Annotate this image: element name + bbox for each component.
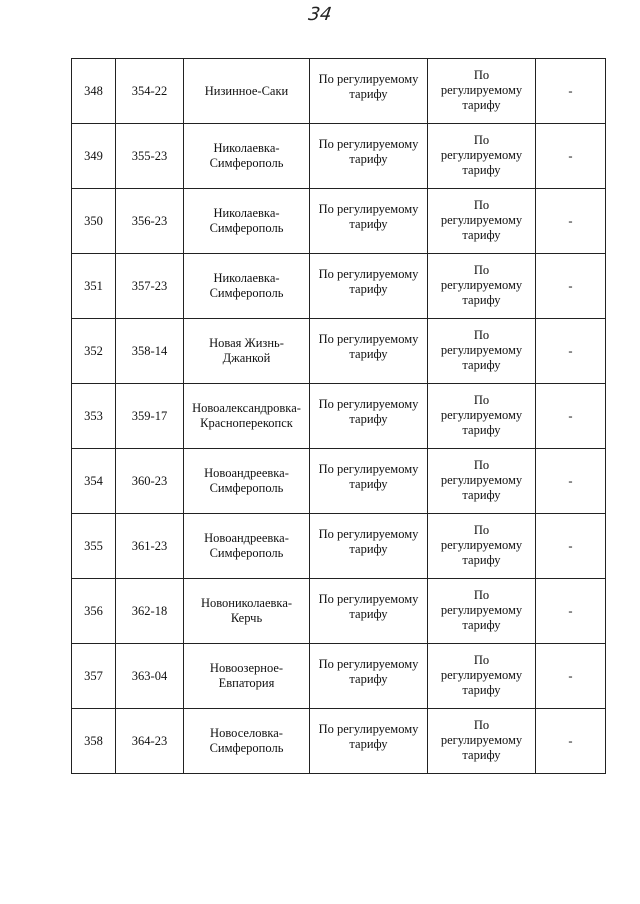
route-name-cell-text: Николаевка- Симферополь (209, 206, 284, 235)
route-name-cell-text: Новоозерное- Евпатория (209, 661, 284, 690)
tariff-type-cell (310, 254, 428, 319)
table-row (72, 449, 606, 514)
route-code-cell (116, 449, 184, 514)
row-number-cell-text: 358 (84, 733, 103, 748)
tariff-type-cell-text: По регулируемому тарифу (318, 592, 419, 621)
row-number-cell (72, 514, 116, 579)
note-cell-text: - (568, 473, 573, 488)
route-code-cell-text: 354-22 (131, 83, 168, 98)
row-number-cell (72, 384, 116, 449)
note-cell (536, 189, 606, 254)
route-code-cell (116, 384, 184, 449)
tariff-mode-cell (428, 449, 536, 514)
table-row (72, 254, 606, 319)
tariff-mode-cell-text: По регулируемому тарифу (440, 197, 523, 242)
tariff-type-cell (310, 189, 428, 254)
tariff-mode-cell (428, 254, 536, 319)
tariff-mode-cell (428, 644, 536, 709)
note-cell-text: - (568, 538, 573, 553)
route-code-cell (116, 644, 184, 709)
table-row (72, 579, 606, 644)
route-code-cell (116, 124, 184, 189)
tariff-type-cell (310, 449, 428, 514)
route-code-cell (116, 514, 184, 579)
row-number-cell-text: 355 (84, 538, 103, 553)
route-code-cell (116, 709, 184, 774)
row-number-cell-text: 353 (84, 408, 103, 423)
row-number-cell-text: 351 (84, 278, 103, 293)
route-code-cell-text: 359-17 (131, 408, 168, 423)
tariff-type-cell-text: По регулируемому тарифу (318, 657, 419, 686)
route-name-cell-text: Новоселовка- Симферополь (209, 726, 284, 755)
route-code-cell (116, 319, 184, 384)
route-name-cell-text: Новая Жизнь- Джанкой (209, 336, 284, 365)
route-code-cell (116, 189, 184, 254)
table-row (72, 319, 606, 384)
page-number: 34 (307, 4, 333, 25)
tariff-mode-cell-text: По регулируемому тарифу (440, 652, 523, 697)
route-name-cell-text: Николаевка- Симферополь (209, 271, 284, 300)
note-cell-text: - (568, 733, 573, 748)
row-number-cell-text: 356 (84, 603, 103, 618)
table-row (72, 384, 606, 449)
note-cell (536, 384, 606, 449)
note-cell-text: - (568, 83, 573, 98)
route-name-cell (184, 124, 310, 189)
route-name-cell (184, 189, 310, 254)
tariff-mode-cell (428, 514, 536, 579)
tariff-type-cell-text: По регулируемому тарифу (318, 72, 419, 101)
route-name-cell (184, 709, 310, 774)
row-number-cell-text: 348 (84, 83, 103, 98)
route-name-cell (184, 59, 310, 124)
route-name-cell (184, 254, 310, 319)
route-name-cell-text: Низинное-Саки (204, 83, 289, 98)
tariff-mode-cell (428, 579, 536, 644)
note-cell-text: - (568, 603, 573, 618)
tariff-mode-cell-text: По регулируемому тарифу (440, 327, 523, 372)
tariff-type-cell-text: По регулируемому тарифу (318, 267, 419, 296)
note-cell-text: - (568, 148, 573, 163)
route-name-cell-text: Николаевка- Симферополь (209, 141, 284, 170)
tariff-type-cell-text: По регулируемому тарифу (318, 137, 419, 166)
note-cell (536, 579, 606, 644)
route-code-cell (116, 579, 184, 644)
tariff-type-cell (310, 384, 428, 449)
note-cell (536, 449, 606, 514)
route-code-cell (116, 254, 184, 319)
tariff-type-cell-text: По регулируемому тарифу (318, 722, 419, 751)
tariff-type-cell-text: По регулируемому тарифу (318, 202, 419, 231)
route-code-cell-text: 363-04 (131, 668, 168, 683)
note-cell-text: - (568, 343, 573, 358)
row-number-cell-text: 357 (84, 668, 103, 683)
row-number-cell (72, 319, 116, 384)
route-code-cell-text: 362-18 (131, 603, 168, 618)
note-cell (536, 319, 606, 384)
tariff-type-cell-text: По регулируемому тарифу (318, 332, 419, 361)
note-cell-text: - (568, 213, 573, 228)
row-number-cell (72, 189, 116, 254)
row-number-cell (72, 449, 116, 514)
tariff-mode-cell (428, 709, 536, 774)
note-cell-text: - (568, 278, 573, 293)
tariff-mode-cell (428, 189, 536, 254)
table-row (72, 59, 606, 124)
tariff-type-cell-text: По регулируемому тарифу (318, 397, 419, 426)
route-name-cell (184, 319, 310, 384)
route-name-cell (184, 644, 310, 709)
tariff-type-cell-text: По регулируемому тарифу (318, 527, 419, 556)
route-code-cell-text: 361-23 (131, 538, 168, 553)
table-row (72, 514, 606, 579)
table-row (72, 124, 606, 189)
table-row (72, 189, 606, 254)
route-name-cell (184, 579, 310, 644)
tariff-mode-cell-text: По регулируемому тарифу (440, 392, 523, 437)
route-name-cell (184, 514, 310, 579)
row-number-cell (72, 709, 116, 774)
tariff-mode-cell-text: По регулируемому тарифу (440, 67, 523, 112)
note-cell (536, 124, 606, 189)
tariff-mode-cell-text: По регулируемому тарифу (440, 262, 523, 307)
route-code-cell-text: 358-14 (131, 343, 168, 358)
tariff-mode-cell (428, 384, 536, 449)
route-name-cell-text: Новоалександровка- Красноперекопск (192, 401, 301, 430)
tariff-mode-cell (428, 59, 536, 124)
row-number-cell (72, 644, 116, 709)
tariff-type-cell (310, 514, 428, 579)
row-number-cell-text: 352 (84, 343, 103, 358)
routes-table (71, 58, 606, 774)
row-number-cell (72, 124, 116, 189)
row-number-cell-text: 354 (84, 473, 103, 488)
row-number-cell (72, 254, 116, 319)
row-number-cell-text: 350 (84, 213, 103, 228)
row-number-cell (72, 59, 116, 124)
tariff-type-cell (310, 319, 428, 384)
route-name-cell (184, 449, 310, 514)
note-cell (536, 254, 606, 319)
route-name-cell-text: Новоандреевка- Симферополь (204, 466, 289, 495)
tariff-type-cell (310, 644, 428, 709)
tariff-type-cell (310, 124, 428, 189)
note-cell-text: - (568, 408, 573, 423)
route-code-cell-text: 356-23 (131, 213, 168, 228)
note-cell (536, 59, 606, 124)
table-row (72, 709, 606, 774)
note-cell (536, 709, 606, 774)
tariff-mode-cell-text: По регулируемому тарифу (440, 457, 523, 502)
note-cell-text: - (568, 668, 573, 683)
tariff-type-cell-text: По регулируемому тарифу (318, 462, 419, 491)
table-row (72, 644, 606, 709)
route-code-cell-text: 355-23 (131, 148, 168, 163)
route-code-cell-text: 357-23 (131, 278, 168, 293)
route-name-cell-text: Новониколаевка- Керчь (200, 596, 293, 625)
row-number-cell-text: 349 (84, 148, 103, 163)
route-name-cell (184, 384, 310, 449)
tariff-mode-cell-text: По регулируемому тарифу (440, 132, 523, 177)
tariff-mode-cell-text: По регулируемому тарифу (440, 717, 523, 762)
route-code-cell-text: 364-23 (131, 733, 168, 748)
route-name-cell-text: Новоандреевка- Симферополь (204, 531, 289, 560)
tariff-type-cell (310, 579, 428, 644)
route-code-cell-text: 360-23 (131, 473, 168, 488)
tariff-mode-cell-text: По регулируемому тарифу (440, 587, 523, 632)
tariff-type-cell (310, 59, 428, 124)
tariff-mode-cell (428, 124, 536, 189)
tariff-mode-cell-text: По регулируемому тарифу (440, 522, 523, 567)
tariff-mode-cell (428, 319, 536, 384)
tariff-type-cell (310, 709, 428, 774)
row-number-cell (72, 579, 116, 644)
note-cell (536, 514, 606, 579)
note-cell (536, 644, 606, 709)
route-code-cell (116, 59, 184, 124)
